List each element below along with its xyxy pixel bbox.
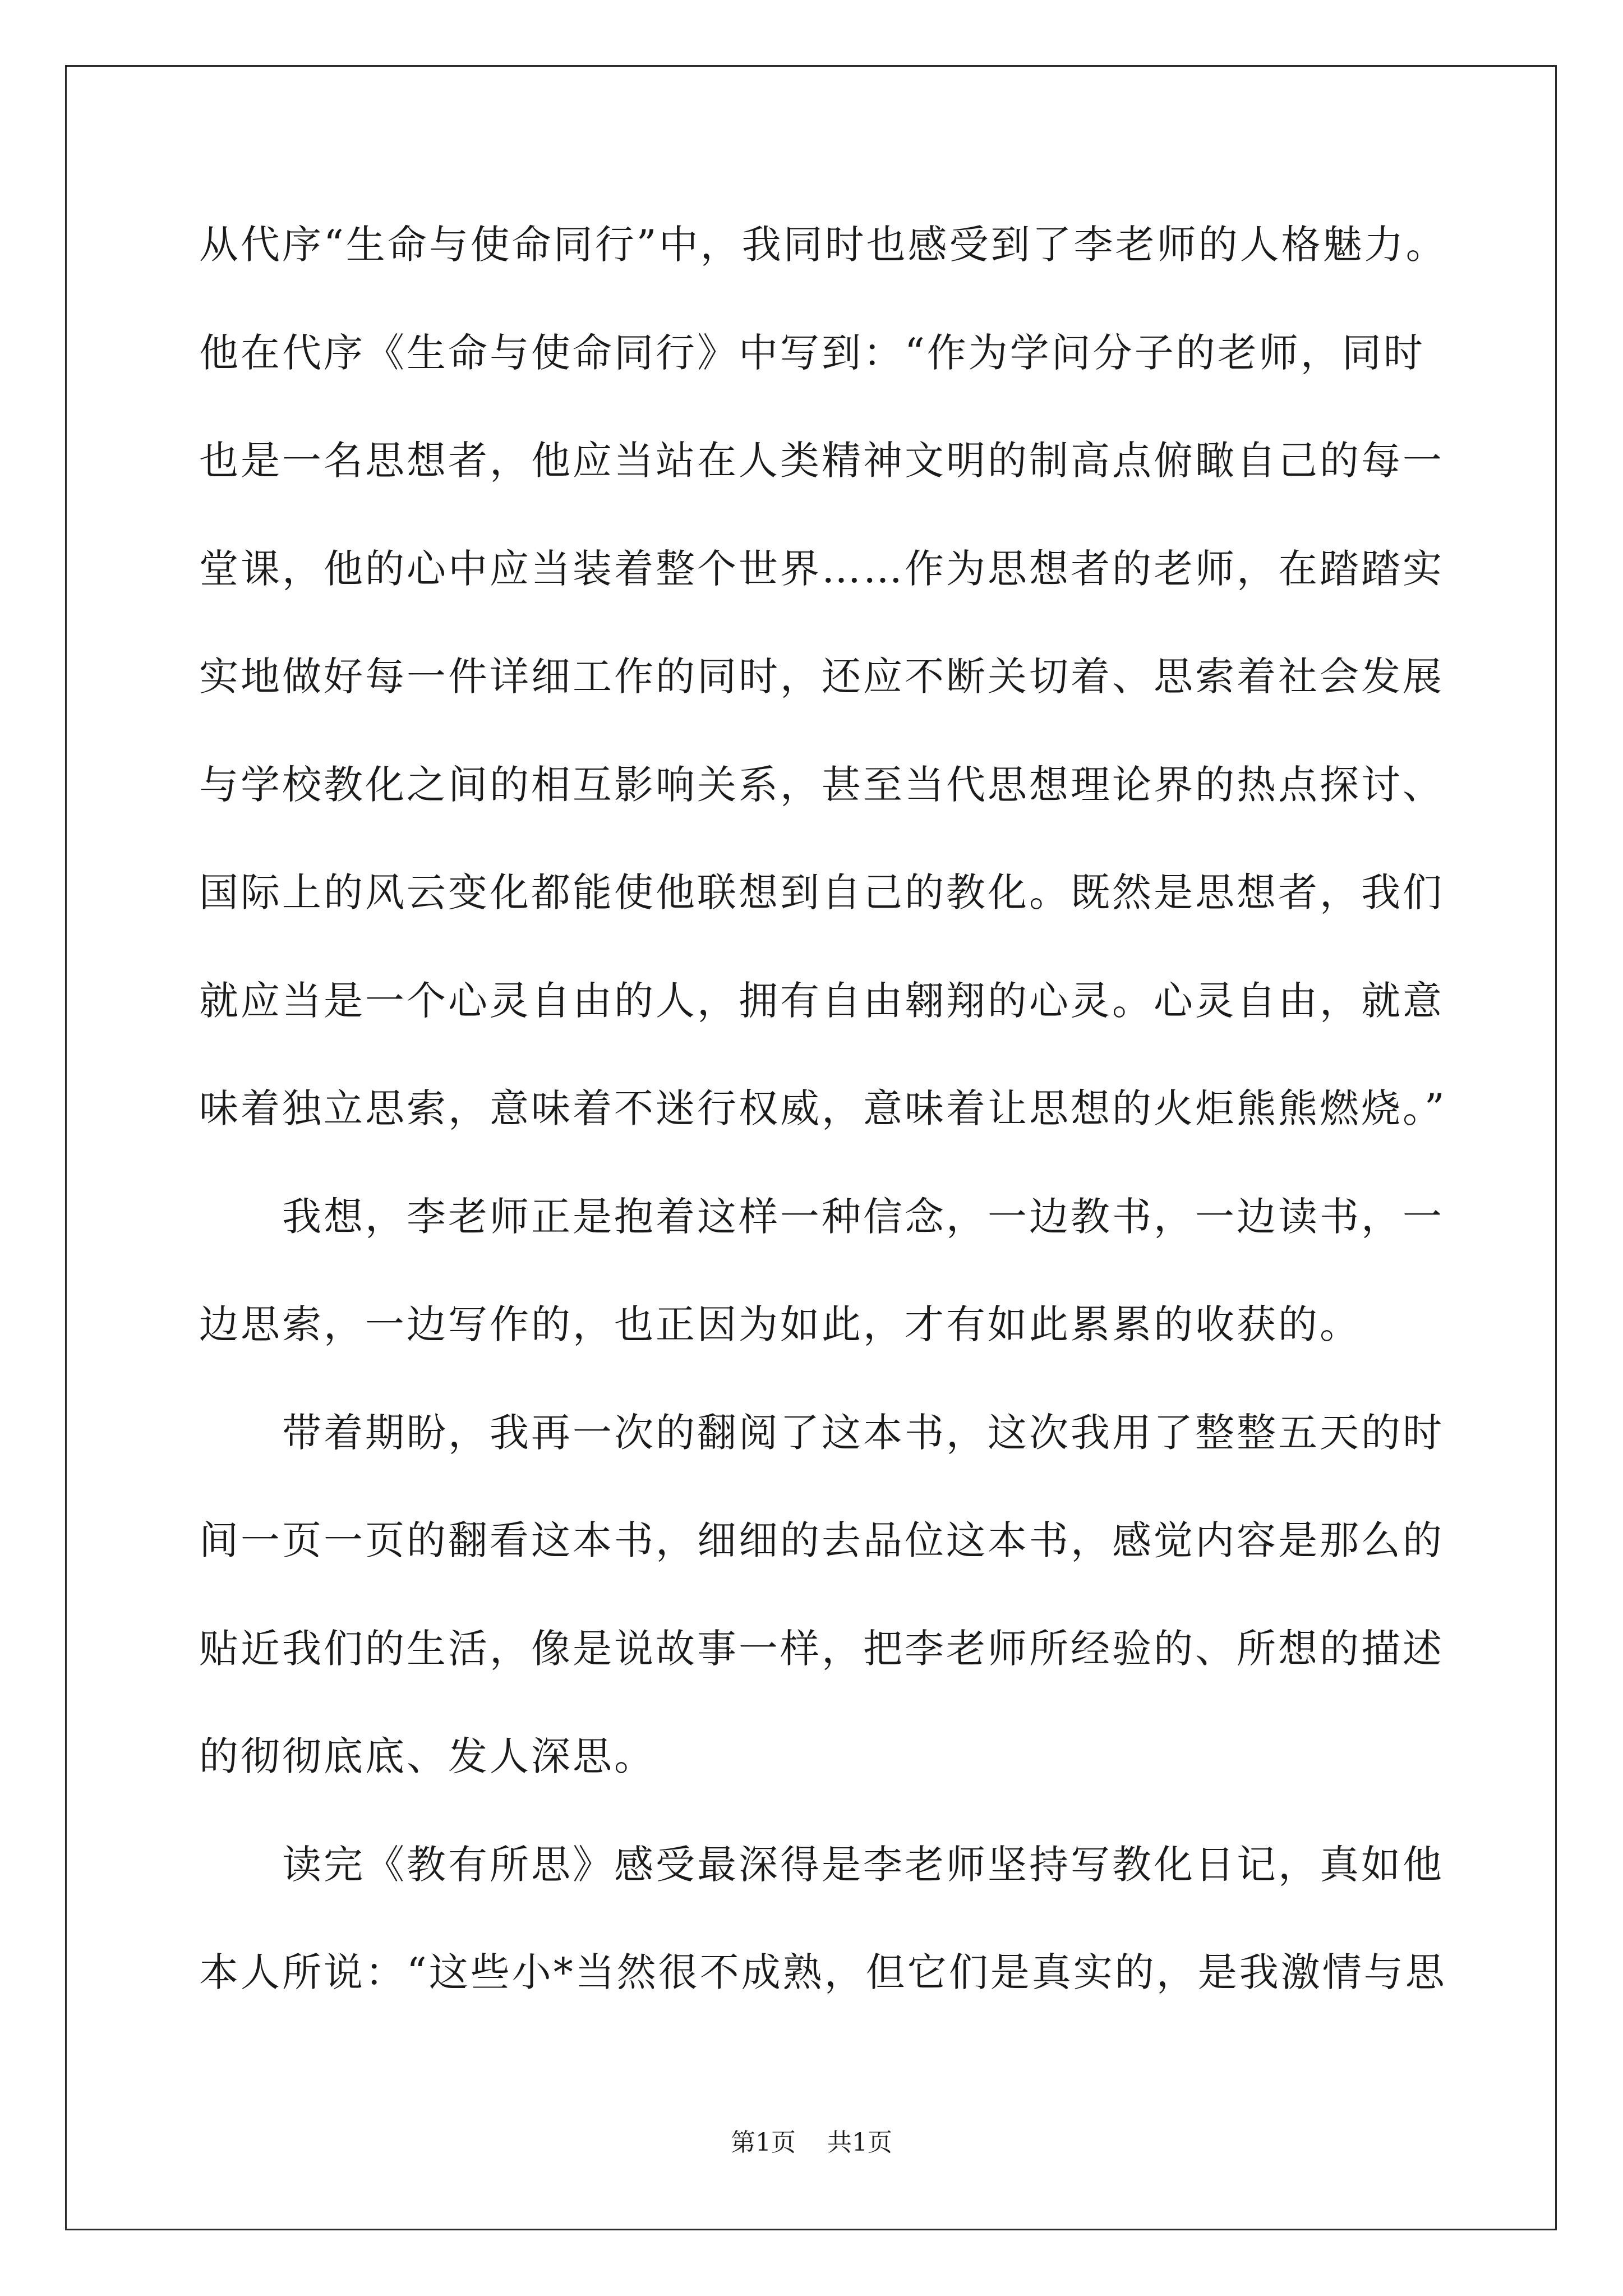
total-pages: 共1页 — [827, 2128, 892, 2157]
page-footer — [0, 2126, 1623, 2160]
paragraph-first-line: 读完《教有所思》感受最深得是李老师坚持写教化日记，真如他 — [282, 1841, 1444, 1888]
text-line: 的彻彻底底、发人深思。 — [199, 1733, 656, 1779]
document-body — [199, 191, 1447, 2027]
text-line: 从代序“生命与使命同行”中，我同时也感受到了李老师的人格魅力。 — [199, 222, 1447, 268]
text-line: 就应当是一个心灵自由的人，拥有自由翱翔的心灵。心灵自由，就意 — [199, 977, 1444, 1024]
text-line: 间一页一页的翻看这本书，细细的去品位这本书，感觉内容是那么的 — [199, 1517, 1444, 1563]
paragraph-first-line: 我想，李老师正是抱着这样一种信念，一边教书，一边读书，一 — [282, 1193, 1444, 1240]
text-line: 他在代序《生命与使命同行》中写到：“作为学问分子的老师，同时 — [199, 329, 1425, 376]
paragraph-first-line: 带着期盼，我再一次的翻阅了这本书，这次我用了整整五天的时 — [282, 1409, 1444, 1456]
text-line: 贴近我们的生活，像是说故事一样，把李老师所经验的、所想的描述 — [199, 1625, 1444, 1672]
text-line: 实地做好每一件详细工作的同时，还应不断关切着、思索着社会发展 — [199, 654, 1444, 700]
text-line: 本人所说：“这些小*当然很不成熟，但它们是真实的，是我激情与思 — [199, 1949, 1447, 1995]
text-line: 也是一名思想者，他应当站在人类精神文明的制高点俯瞰自己的每一 — [199, 438, 1444, 484]
text-line: 边思索，一边写作的，也正因为如此，才有如此累累的收获的。 — [199, 1301, 1361, 1347]
text-line: 味着独立思索，意味着不迷行权威，意味着让思想的火炬熊熊燃烧。” — [199, 1085, 1447, 1131]
text-line: 国际上的风云变化都能使他联想到自己的教化。既然是思想者，我们 — [199, 869, 1444, 915]
text-line: 堂课，他的心中应当装着整个世界……作为思想者的老师，在踏踏实 — [199, 545, 1444, 592]
text-line: 与学校教化之间的相互影响关系，甚至当代思想理论界的热点探讨、 — [199, 761, 1444, 808]
page-number: 第1页 — [731, 2128, 796, 2157]
